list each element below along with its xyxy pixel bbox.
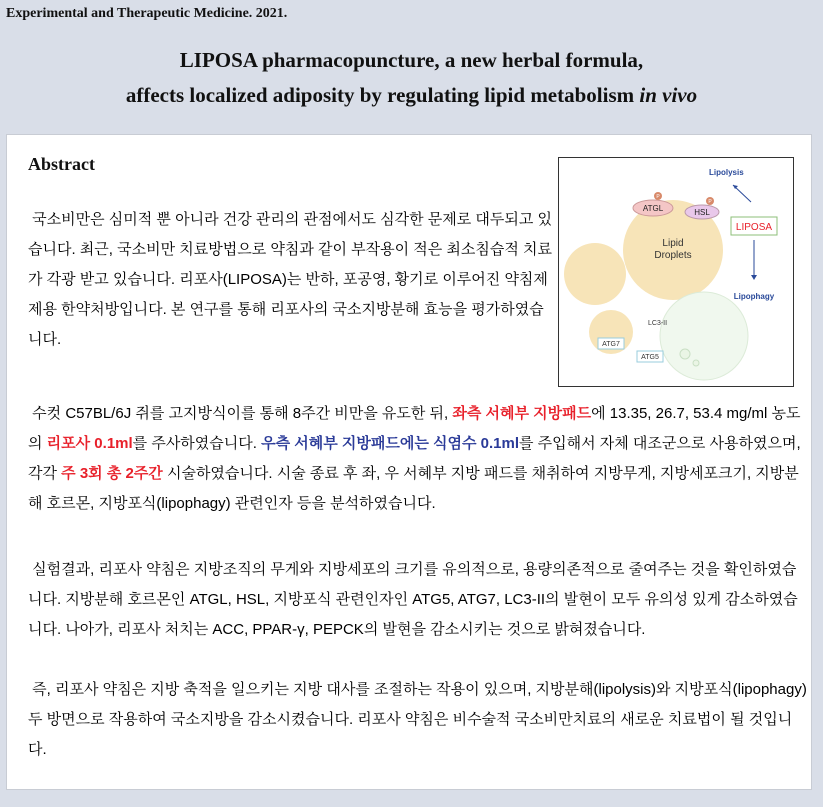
p2-highlight-liposa-dose: 리포사 0.1ml [46,435,133,452]
autophagosome [660,292,748,380]
p2-s2: 에 13.35, 26.7, 53.4 mg/ml 농도의 [28,405,801,452]
p2-highlight-left-fatpad: 좌측 서혜부 지방패드 [452,405,592,422]
p3-text: 실험결과, 리포사 약침은 지방조직의 무게와 지방세포의 크기를 유의적으로, 용량의존적으로 줄여주는 것을 확인하였습니다. 지방분해 호르몬인 ATGL, HSL, 지방포식 관련인자인 ATG5, ATG7, LC3-II의 발현이 모두 유의성 있게 감소하였습니다. 나아가, 리포사 처치는 ACC, PPAR-γ, PEPCK의 발현을 감소시키는 것으로 밝혀졌습니다. [28,561,798,638]
p2-highlight-schedule: 주 3회 총 2주간 [61,465,163,482]
abstract-heading: Abstract [28,154,95,174]
abstract-paragraph-1 [28,205,553,355]
lipid-label: Lipid [662,238,684,249]
paper-title-line2 [0,83,823,108]
atgl-label: ATGL [642,204,664,213]
vesicle-1 [680,349,690,359]
vesicle-2 [693,360,699,366]
title-main: affects localized adiposity by regulating lipid metabolism [125,83,635,107]
atgl-p: P [656,194,660,200]
p2-s1: 수컷 C57BL/6J 쥐를 고지방식이를 통해 8주간 비만을 유도한 뒤, [32,405,453,422]
graphical-abstract-figure [558,157,794,387]
lipophagy-label: Lipophagy [733,292,775,301]
journal-citation: Experimental and Therapeutic Medicine. 2021. [6,6,288,21]
abstract-paragraph-3 [28,555,808,645]
lipolysis-label: Lipolysis [709,168,744,177]
abstract-card [6,134,812,790]
p2-s5: 시술하였습니다. 시술 종료 후 좌, 우 서혜부 지방 패드를 채취하여 지방무게, 지방세포크기, 지방분해 호르몬, 지방포식(lipophagy) 관련인자 등을 분석하였습니다. [28,465,799,512]
p2-highlight-saline-control: 우측 서혜부 지방패드에는 식염수 0.1ml [261,435,519,452]
droplets-label: Droplets [654,250,692,261]
p4-text: 즉, 리포사 약침은 지방 축적을 일으키는 지방 대사를 조절하는 작용이 있으며, 지방분해(lipolysis)와 지방포식(lipophagy) 두 방면으로 작용하여 국소지방을 감소시켰습니다. 리포사 약침은 비수술적 국소비만치료의 새로운 치료법이 될 것입니다. [28,681,807,758]
lc3-label: LC3-II [648,320,668,327]
p2-s4: 를 주입해서 자체 대조군으로 사용하였으며, 각각 [28,435,801,482]
p2-s3: 를 주사하였습니다. [132,435,262,452]
abstract-paragraph-4 [28,675,808,765]
small-droplet-left [564,243,626,305]
liposa-label: LIPOSA [735,222,773,233]
abstract-paragraph-2 [28,399,808,519]
atg7-label: ATG7 [602,341,620,348]
title-italic: in vivo [639,83,698,107]
paper-title-line1: LIPOSA pharmacopuncture, a new herbal formula, [179,48,644,72]
lipophagy-arrowhead [751,275,757,280]
hsl-label: HSL [694,208,710,217]
p1-text: 국소비만은 심미적 뿐 아니라 건강 관리의 관점에서도 심각한 문제로 대두되고 있습니다. 최근, 국소비만 치료방법으로 약침과 같이 부작용이 적은 최소침습적 치료가 각광 받고 있습니다. 리포사(LIPOSA)는 반하, 포공영, 황기로 이루어진 약침제제용 한약처방입니다. 본 연구를 통해 리포사의 국소지방분해 효능을 평가하였습니다. [28,211,553,348]
atg5-label: ATG5 [641,354,659,361]
hsl-p: P [708,199,712,205]
